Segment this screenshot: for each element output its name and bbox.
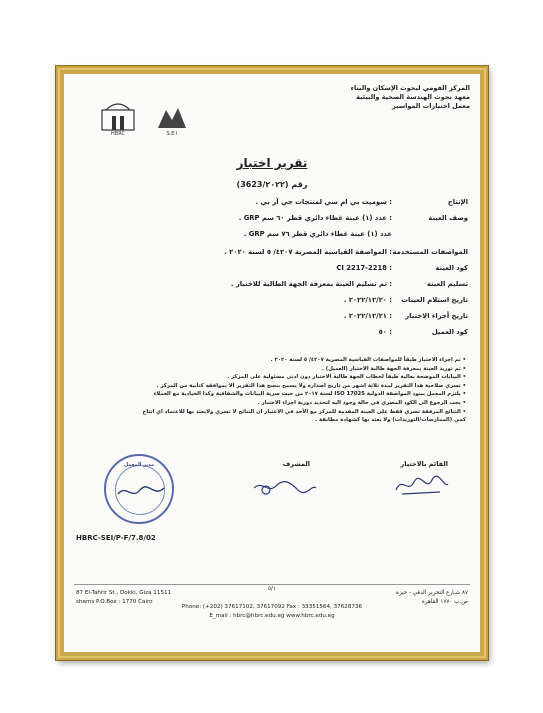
field-row (78, 296, 468, 309)
sei-logo (154, 102, 190, 136)
footer-address-ar-1: ٨٧ شـارع التحرير الدقي - جيزة (396, 590, 468, 596)
field-row (78, 312, 468, 325)
institution-header (351, 84, 470, 111)
report-number: رقم (3623/٢٠٢٢) (236, 180, 308, 189)
stamp-text: مدير المعمل (123, 462, 155, 468)
report-title: تقرير اختبار (236, 156, 308, 170)
footer-address-ar-2: ص.ب ١٧٧٠ القاهرة (421, 599, 468, 605)
official-stamp (104, 454, 174, 524)
footer-address-en-1: 87 El-Tahrir St., Dokki, Giza 11511 (76, 590, 172, 596)
field-value: : ٢٠٢٢/١٢/٢٠ . (343, 296, 392, 304)
field-label: كود العميل (431, 328, 468, 336)
field-row (78, 230, 468, 243)
note-item: كمي (الممارسات/التوريدات) ولا يعتد بها كشهادة مطابقة . (315, 417, 466, 424)
note-item: • تسري صلاحية هذا التقرير لمدة ثلاثة اشهر من تاريخ اصداره ولا يسمح بنسخ هذا التقرير الا بموافقه كتابية من المركز . (156, 382, 466, 389)
gold-frame (56, 66, 488, 660)
header-line-3: معمل اختبارات المواسير (392, 102, 470, 110)
stamp-signature (116, 482, 166, 502)
page-number: ٥/١ (268, 586, 276, 592)
header-line-1: المركز القومي لبحوث الإسكان والبناء (350, 84, 470, 92)
document-code: HBRC-SEI/P-F/7.8/02 (76, 534, 156, 542)
field-row (78, 248, 468, 261)
field-row (78, 280, 468, 293)
field-row (78, 328, 468, 341)
field-row (78, 214, 468, 227)
field-label: تاريخ استلام العينات (401, 296, 468, 304)
hbrc-logo-text: HBRC (111, 131, 125, 136)
field-value: : عدد (١) عينة غطاء دائري قطر ٦٠ سم GRP . (238, 214, 392, 222)
note-item: • يلتزم المعمل ببنود المواصفة الدولية ISO 17025 لسنة ٢٠١٧ من حيث سرية البيانات والشفافية وكذا الحيادية مع العملاء (153, 391, 466, 398)
sei-logo-text: S.E.I (166, 131, 178, 136)
footer-phone: Phone: (+202) 37617102, 37617092 Fax : 33351564, 37628736 (181, 604, 363, 610)
field-value: : ٥٠ (378, 328, 392, 336)
field-value: : ٢٠٢٢/١٢/٢١ . (343, 312, 392, 320)
field-label: المواصفات المستخدمة (392, 248, 468, 256)
note-item: • تم توريد العينة بمعرفة الجهة طالبة الاختبار (العميل) . (321, 365, 466, 372)
certificate-paper (64, 74, 480, 652)
field-value: : المواصفة القياسية المصرية ٤٢٠٧/ ٥ لسنة ٢٠٢٠ . (224, 248, 392, 256)
supervisor-signature (250, 474, 320, 498)
field-label: كود العينة (435, 264, 468, 272)
field-row (78, 198, 468, 211)
field-value: عدد (١) عينة غطاء دائري قطر ٧٦ سم GRP . (243, 230, 392, 238)
field-label: تسليم العينة (426, 280, 468, 288)
field-value: : تم تسليم العينة بمعرفة الجهة الطالبة للاختبار . (230, 280, 392, 288)
note-item: • البيانات الموضحة بعالية طبقاً لخطاب الجهة طالبة الاختبار دون ادنى مسئولية على المركز . (227, 374, 466, 381)
footer-address-en-2: shams P.O.Box : 1770 Cairo (76, 599, 153, 605)
note-item: • يجب الرجوع الى الكود المصري في حالة وجود اليه لتحديد دورية اجراء الاختبار . (257, 399, 466, 406)
field-label: تاريخ أجراء الاختبار (405, 312, 468, 320)
footer-email: E_mail : hbrc@hbrc.edu.eg www.hbrc.edu.eg (209, 613, 335, 619)
field-row (78, 264, 468, 277)
field-label: الإنتاج (447, 198, 468, 206)
field-label: وصف العينة (428, 214, 468, 222)
field-value: : سوميت بي ام سي لمنتجات جي آر بي . (255, 198, 392, 206)
footer-divider (74, 584, 470, 585)
tester-label: القائم بالاختبار (400, 460, 448, 468)
supervisor-label: المشرف (282, 460, 310, 468)
notes-list (86, 356, 466, 425)
note-item: • تم اجراء الاختبار طبقاً للمواصفات القياسية المصرية ٤٢٠٧/ ٥ لسنة ٢٠٢٠ . (270, 357, 466, 363)
field-value: : CI 2217-2218 (336, 264, 392, 272)
tester-signature (392, 472, 452, 498)
header-line-2: معهد بحوث الهندسة الصحية والبيئية (356, 93, 470, 101)
note-item: • النتائج المرفقة تسري فقط على العينة المقدمة للمركز مع الأخذ في الاعتبار ان النتائج لا تسري ولايعتد بها للاعتماد اي انتاج (142, 408, 466, 415)
hbrc-logo (98, 100, 138, 136)
